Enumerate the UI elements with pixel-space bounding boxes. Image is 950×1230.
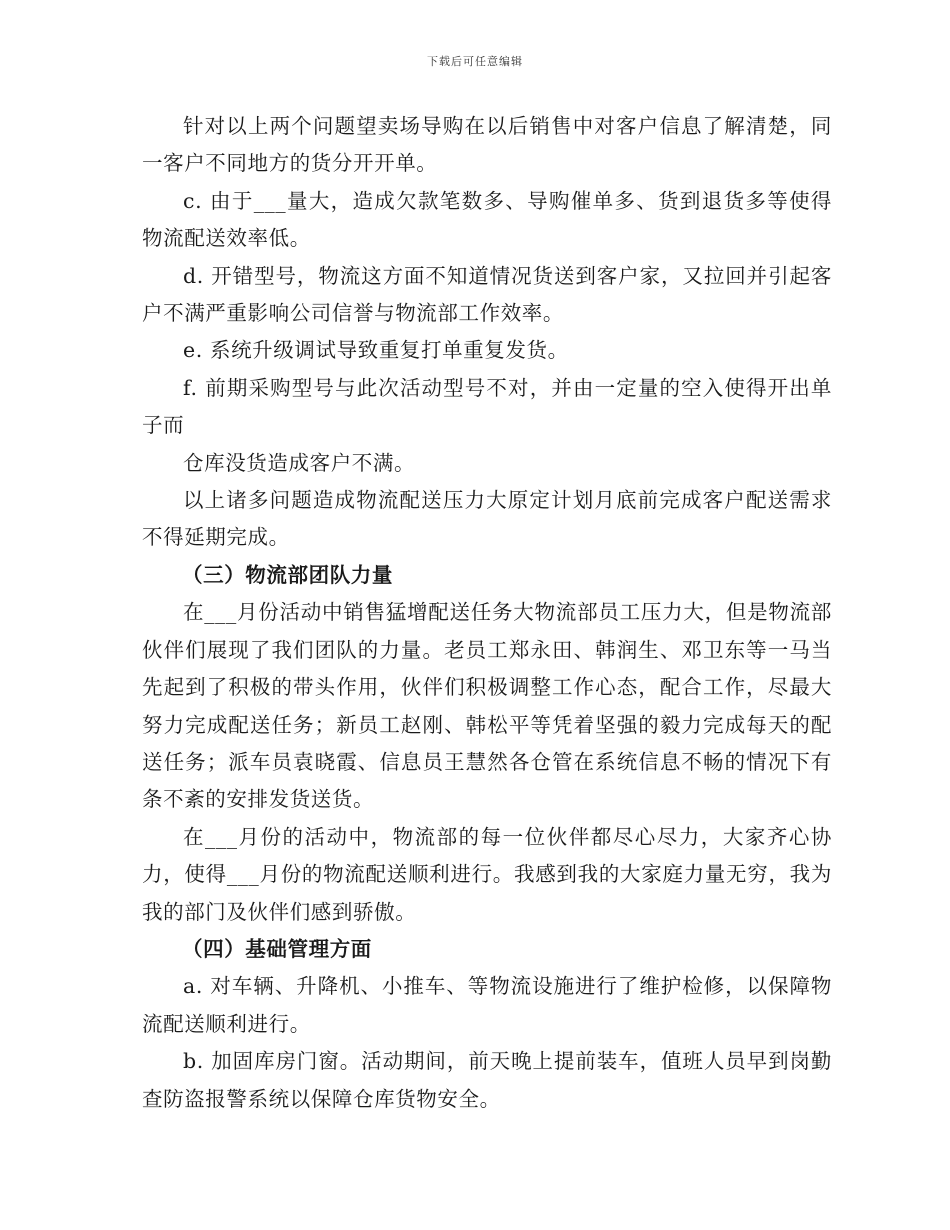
paragraph: c. 由于___量大，造成欠款笔数多、导购催单多、货到退货多等使得物流配送效率低。 <box>142 188 832 251</box>
paragraph: 针对以上两个问题望卖场导购在以后销售中对客户信息了解清楚，同一客户不同地方的货分开开单。 <box>142 114 832 176</box>
paragraph: 仓库没货造成客户不满。 <box>183 450 416 475</box>
paragraph: b. 加固库房门窗。活动期间，前天晚上提前装车，值班人员早到岗勤查防盗报警系统以保障仓库货物安全。 <box>142 1049 832 1111</box>
page-header-note: 下载后可任意编辑 <box>427 55 523 68</box>
document-body <box>142 108 832 1118</box>
paragraph: e. 系统升级调试导致重复打单重复发货。 <box>183 338 569 363</box>
section-heading: （四）基础管理方面 <box>182 936 372 961</box>
paragraph: f. 前期采购型号与此次活动型号不对，并由一定量的空入使得开出单子而 <box>142 375 832 438</box>
paragraph: 在___月份的活动中，物流部的每一位伙伴都尽心尽力，大家齐心协力，使得___月份的物流配送顺利进行。我感到我的大家庭力量无穷，我为我的部门及伙伴们感到骄傲。 <box>142 824 832 924</box>
paragraph: a. 对车辆、升降机、小推车、等物流设施进行了维护检修，以保障物流配送顺利进行。 <box>142 974 832 1036</box>
section-heading: （三）物流部团队力量 <box>182 562 393 587</box>
paragraph: 在___月份活动中销售猛增配送任务大物流部员工压力大，但是物流部伙伴们展现了我们团队的力量。老员工郑永田、韩润生、邓卫东等一马当先起到了积极的带头作用，伙伴们积极调整工作心态，配合工作，尽最大努力完成配送任务；新员工赵刚、韩松平等凭着坚强的毅力完成每天的配送任务；派车员袁晓霞、信息员王慧然各仓管在系统信息不畅的情况下有条不紊的安排发货送货。 <box>142 600 832 812</box>
paragraph: d. 开错型号，物流这方面不知道情况货送到客户家，又拉回并引起客户不满严重影响公司信誉与物流部工作效率。 <box>142 263 832 326</box>
paragraph: 以上诸多问题造成物流配送压力大原定计划月底前完成客户配送需求不得延期完成。 <box>142 488 832 550</box>
